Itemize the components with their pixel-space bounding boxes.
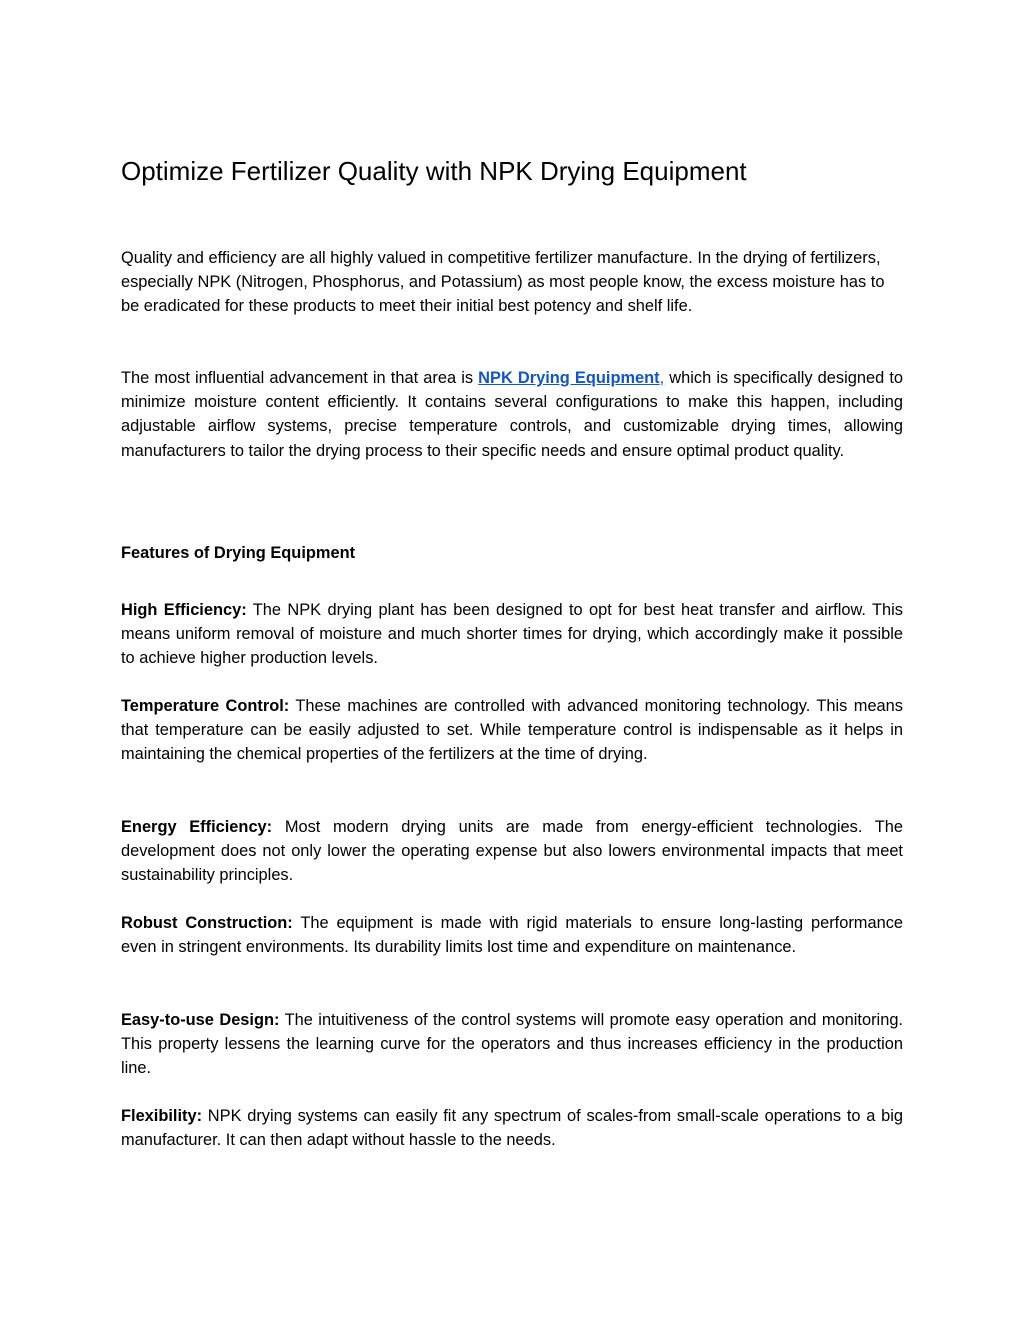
feature-robust-construction xyxy=(121,911,903,959)
feature-text: These machines are controlled with advanced monitoring technology. This means that temperature can be easily adjusted to set. While temperature control is indispensable as it helps in maintaining the chemical properties of the fertilizers at the time of drying. xyxy=(121,697,903,764)
feature-text: The equipment is made with rigid materials to ensure long-lasting performance even in stringent environments. Its durability limits lost time and expenditure on maintenance. xyxy=(121,914,904,957)
npk-drying-equipment-link[interactable]: NPK Drying Equipment xyxy=(478,369,660,387)
document-title: Optimize Fertilizer Quality with NPK Drying Equipment xyxy=(121,156,747,186)
feature-easy-to-use-design xyxy=(121,1008,903,1081)
feature-label: High Efficiency: xyxy=(121,601,247,619)
advancement-text-after-link: which is specifically designed to minimize moisture content efficiently. It contains several configurations to make this happen, including adjustable airflow systems, precise temperature controls, and customizable drying times, allowing manufacturers to tailor the drying process to their specific needs and ensure optimal product quality. xyxy=(121,369,904,460)
advancement-text-before-link: The most influential advancement in that area is xyxy=(121,369,479,387)
feature-text: Most modern drying units are made from energy-efficient technologies. The development does not only lower the operating expense but also lowers environmental impacts that meet sustainability principles. xyxy=(121,818,904,885)
feature-label: Flexibility: xyxy=(121,1107,203,1125)
link-comma[interactable]: , xyxy=(659,369,665,387)
feature-text: NPK drying systems can easily fit any spectrum of scales-from small-scale operations to a big manufacturer. It can then adapt without hassle to the needs. xyxy=(121,1107,903,1150)
feature-energy-efficiency xyxy=(121,815,903,888)
feature-label: Easy-to-use Design: xyxy=(121,1011,280,1029)
intro-paragraph: Quality and efficiency are all highly valued in competitive fertilizer manufacture. In the drying of fertilizers, especially NPK (Nitrogen, Phosphorus, and Potassium) as most people know, the excess moisture has to be eradicated for these products to meet their initial best potency and shelf life. xyxy=(121,249,885,316)
feature-label: Energy Efficiency: xyxy=(121,818,273,836)
feature-text: The intuitiveness of the control systems will promote easy operation and monitoring. This property lessens the learning curve for the operators and thus increases efficiency in the production line. xyxy=(121,1011,903,1078)
feature-text: The NPK drying plant has been designed to opt for best heat transfer and airflow. This means uniform removal of moisture and much shorter times for drying, which accordingly make it possible to achieve higher production levels. xyxy=(121,601,903,668)
feature-flexibility xyxy=(121,1104,903,1152)
feature-label: Temperature Control: xyxy=(121,697,290,715)
feature-label: Robust Construction: xyxy=(121,914,293,932)
feature-temperature-control xyxy=(121,694,903,767)
advancement-paragraph xyxy=(121,366,903,463)
section-heading-features: Features of Drying Equipment xyxy=(121,544,356,562)
feature-high-efficiency xyxy=(121,598,903,671)
